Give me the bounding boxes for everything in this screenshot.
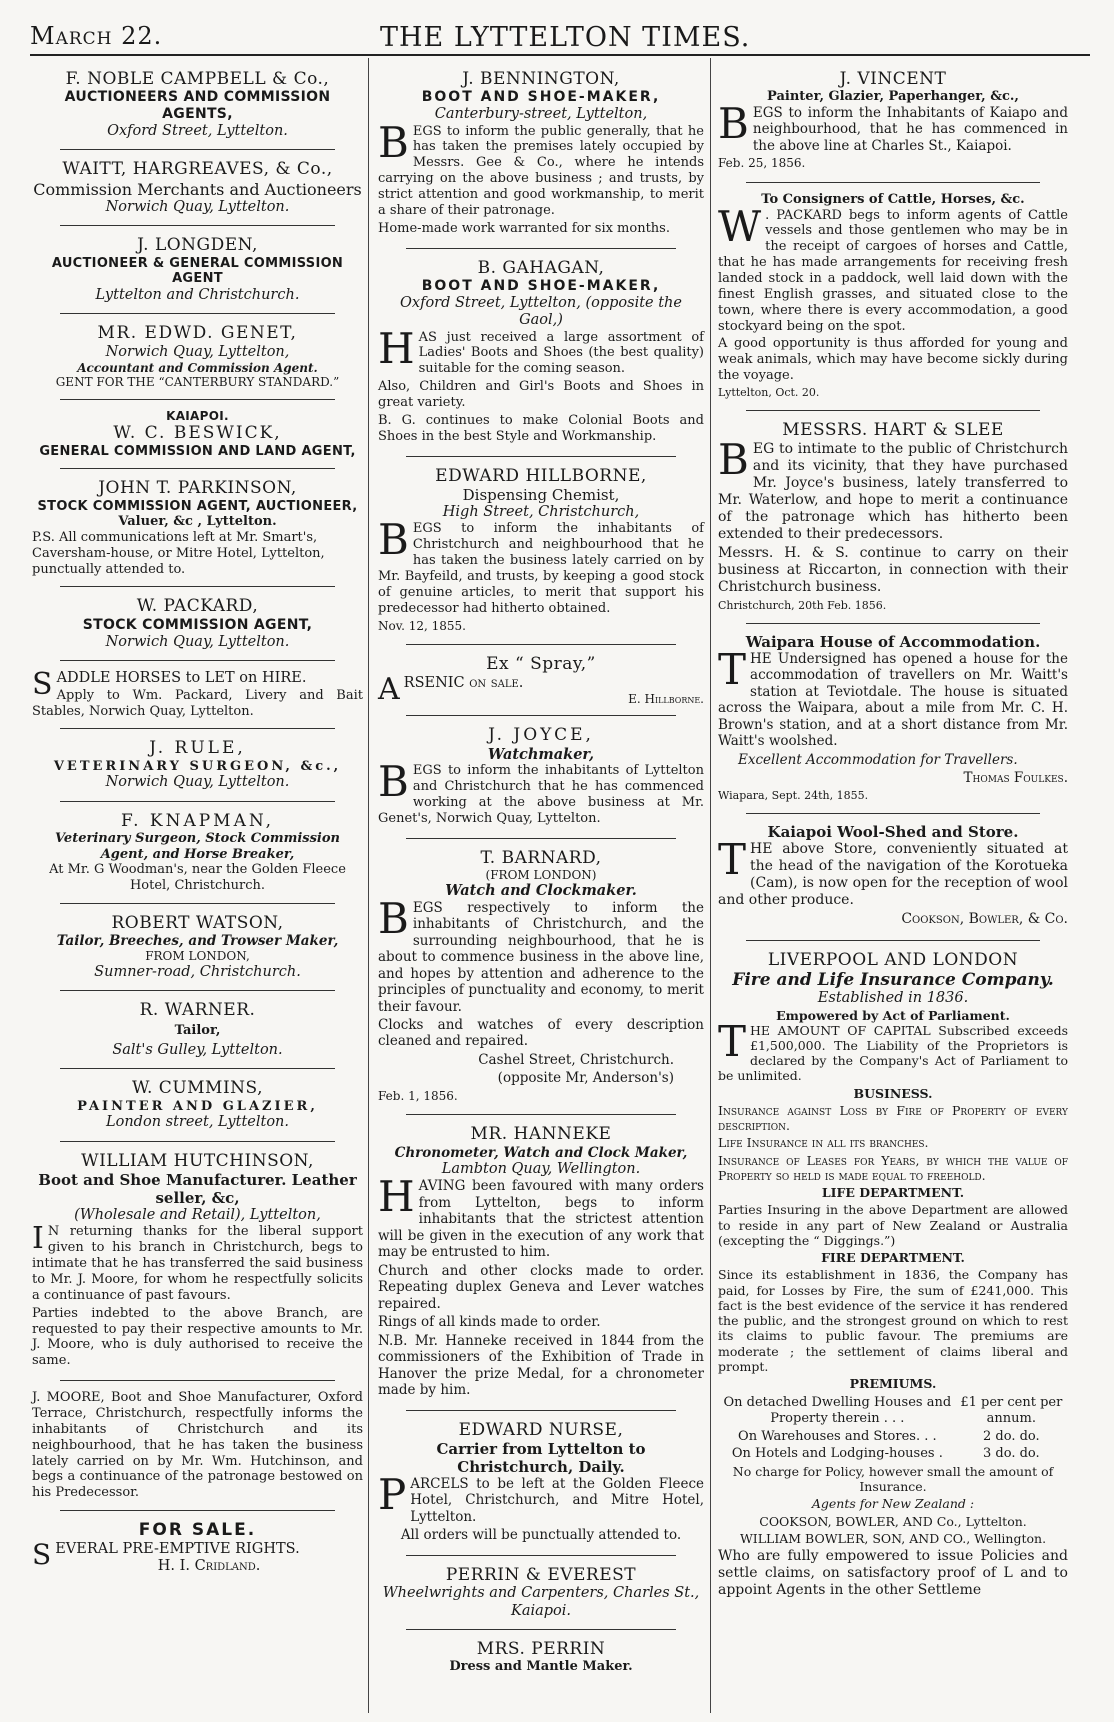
ad-note: GENT FOR THE “CANTERBURY STANDARD.” <box>55 375 340 390</box>
ad-name: F. KNAPMAN, <box>120 810 275 831</box>
ad-gahagan <box>376 253 706 452</box>
masthead-rule <box>30 54 1090 56</box>
ad-role: BOOT AND SHOE-MAKER, <box>421 277 661 294</box>
table-row <box>720 1429 1066 1445</box>
section-head: PREMIUMS. <box>849 1376 937 1392</box>
ad-body: EGS to inform the public generally, that he has taken the premises lately occupied by Messrs. Gee & Co., where he intends carrying on the above business ; and trusts, by strict attention and good workmanship, to merit a share of their patronage. <box>378 123 704 218</box>
ad-agent: WILLIAM BOWLER, SON, AND CO., Wellington. <box>739 1530 1047 1546</box>
premium-rate: 2 do. do. <box>983 1428 1040 1444</box>
ad-name: MRS. PERRIN <box>476 1638 606 1659</box>
divider <box>406 1629 676 1630</box>
ad-warner <box>30 995 365 1064</box>
ad-head: To Consigners of Cattle, Horses, &c. <box>761 192 1025 208</box>
ad-body: Rings of all kinds made to order. <box>378 1314 601 1331</box>
ad-signature: Thomas Foulkes. <box>963 770 1068 787</box>
ad-waitt <box>30 154 365 221</box>
ad-address: London street, Lyttelton. <box>105 1114 289 1131</box>
ad-genet <box>30 318 365 395</box>
ad-body: AS just received a large assortment of Ladies' Boots and Shoes (the best quality) suitable for the coming season. <box>418 329 704 377</box>
drop-cap: B <box>718 434 749 484</box>
ad-name: J. BENNINGTON, <box>462 69 620 89</box>
ad-body: N.B. Mr. Hanneke received in 1844 from the commissioners of the Exhibition of Trade in Hanover the prize Medal, for a chronometer made by him. <box>378 1332 704 1399</box>
ad-body: All orders will be punctually attended to. <box>400 1527 682 1544</box>
divider <box>60 468 335 469</box>
divider <box>746 410 1040 411</box>
ad-name: J. JOYCE, <box>488 725 594 746</box>
ad-address: Norwich Quay, Lyttelton. <box>105 198 290 215</box>
ad-date: Feb. 25, 1856. <box>718 156 806 171</box>
ad-arsenic <box>376 649 706 711</box>
ad-barnard <box>376 843 706 1111</box>
ad-body: EGS to inform the inhabitants of Lyttelton and Christchurch that he has commenced working at the above business at Mr. Genet's, Norwich Quay, Lyttelton. <box>378 763 704 826</box>
ad-bennington <box>376 64 706 244</box>
divider <box>60 313 335 314</box>
ad-agent: COOKSON, BOWLER, AND Co., Lyttelton. <box>759 1513 1027 1529</box>
divider <box>746 182 1040 183</box>
drop-cap: B <box>378 515 409 565</box>
ad-body: Parties indebted to the above Branch, are requested to pay their respective amounts to Mr. J. Moore, who is duly authorised to receive the same. <box>32 1305 363 1369</box>
divider <box>60 1380 335 1381</box>
ad-address: Salt's Gulley, Lyttelton. <box>112 1041 283 1058</box>
ad-signature: E. Hillborne. <box>628 691 704 706</box>
drop-cap: B <box>378 117 409 167</box>
divider <box>60 990 335 991</box>
ad-hart-slee <box>716 415 1070 619</box>
ad-name: T. BARNARD, <box>480 847 602 868</box>
ad-name: Kaiapoi Wool-Shed and Store. <box>767 823 1019 842</box>
ad-role: Veterinary Surgeon, Stock Commission Agent, and Horse Breaker, <box>55 831 340 862</box>
section-head: BUSINESS. <box>853 1085 933 1101</box>
column-divider <box>368 58 369 1713</box>
section-head: Agents for New Zealand : <box>811 1496 975 1512</box>
ad-body: Since its establishment in 1836, the Company has paid, for Losses by Fire, the sum of £241,000. This fact is the best evidence of the service it has rendered the public, and the strongest ground on which to rest its claims to public favour. The premiums are moderate ; the settlement of claims liberal and prompt. <box>718 1267 1068 1374</box>
ad-name: J. VINCENT <box>839 69 947 89</box>
ad-body: N returning thanks for the liberal support given to his branch in Christchurch, begs to intimate that he has transferred the said business to Mr. J. Moore, for whom he respectfully solicits a continuance of past favours. <box>32 1224 363 1303</box>
ad-address: Oxford Street, Lyttelton. <box>107 122 288 139</box>
divider <box>60 149 335 150</box>
divider <box>406 248 676 249</box>
ad-insurance <box>716 945 1070 1607</box>
ad-hutchinson <box>30 1146 365 1377</box>
ad-role: VETERINARY SURGEON, &c., <box>53 758 342 774</box>
ad-name: W. CUMMINS, <box>132 1078 263 1099</box>
column-divider <box>710 58 711 1713</box>
ad-name: LIVERPOOL AND LONDON <box>767 949 1019 970</box>
ad-joyce <box>376 720 706 833</box>
ad-body: Who are fully empowered to issue Policies and settle claims, on satisfactory proof of L and to appoint Agents in the other Settleme <box>718 1548 1068 1599</box>
section-head: FIRE DEPARTMENT. <box>821 1250 965 1266</box>
divider <box>746 813 1040 814</box>
premium-item: On Warehouses and Stores. . . <box>738 1428 937 1444</box>
ad-role: Dress and Mantle Maker. <box>449 1659 633 1675</box>
drop-cap: P <box>378 1469 407 1519</box>
issue-date: March 22. <box>30 22 163 50</box>
ad-role: STOCK COMMISSION AGENT, <box>82 616 313 633</box>
ad-saddle-horses <box>30 665 365 724</box>
ad-name: W. PACKARD, <box>136 596 259 617</box>
ad-role: Fire and Life Insurance Company. <box>732 969 1054 990</box>
ad-address: (opposite Mr, Anderson's) <box>497 1070 674 1087</box>
ad-body: Apply to Wm. Packard, Livery and Bait Stables, Norwich Quay, Lyttelton. <box>32 687 363 719</box>
divider <box>406 838 676 839</box>
ad-body: Also, Children and Girl's Boots and Shoes in great variety. <box>378 379 704 410</box>
ad-name: JOHN T. PARKINSON, <box>98 478 297 499</box>
ad-signature: H. I. Cridland. <box>157 1557 261 1574</box>
ad-sub: Valuer, &c , Lyttelton. <box>118 514 277 530</box>
ad-name: WAITT, HARGREAVES, & Co., <box>62 159 333 180</box>
ad-signature: Cookson, Bowler, & Co. <box>901 911 1068 928</box>
ad-address: High Street, Christchurch, <box>442 503 640 520</box>
ad-longden <box>30 230 365 309</box>
ad-address: Oxford Street, Lyttelton, (opposite the Gaol,) <box>400 294 682 329</box>
ad-role: Accountant and Commission Agent. <box>77 361 318 376</box>
divider <box>60 903 335 904</box>
ad-waipara <box>716 628 1070 809</box>
ad-role: AUCTIONEERS AND COMMISSION AGENTS, <box>64 89 331 123</box>
ad-parkinson <box>30 473 365 582</box>
ad-established: Established in 1836. <box>817 990 969 1007</box>
divider <box>406 644 676 645</box>
ad-body: Messrs. H. & S. continue to carry on their business at Riccarton, in connection with their Christchurch business. <box>718 545 1068 596</box>
drop-cap: S <box>32 666 53 702</box>
ad-woolshed <box>716 818 1070 935</box>
ad-hanneke <box>376 1119 706 1405</box>
drop-cap: T <box>718 644 747 694</box>
ad-name: J. LONGDEN, <box>137 235 258 256</box>
ad-for-sale <box>30 1515 365 1580</box>
ad-role: Dispensing Chemist, <box>462 485 620 504</box>
divider <box>406 715 676 716</box>
ad-body: No charge for Policy, however small the amount of Insurance. <box>732 1463 1054 1495</box>
ad-role: Painter, Glazier, Paperhanger, &c., <box>767 89 1019 105</box>
table-row <box>720 1446 1066 1462</box>
ad-vincent <box>716 64 1070 178</box>
premium-item: On detached Dwelling Houses and Property therein . . . <box>723 1395 952 1427</box>
ad-role: Watch and Clockmaker. <box>445 882 637 900</box>
ad-address: Cashel Street, Christchurch. <box>478 1051 674 1068</box>
ad-body: RSENIC on sale. <box>403 674 524 691</box>
ad-body: B. G. continues to make Colonial Boots and Shoes in the best Style and Workmanship. <box>378 412 704 444</box>
ad-body: Church and other clocks made to order. Repeating duplex Geneva and Lever watches repaired. <box>378 1262 704 1312</box>
ad-date: Nov. 12, 1855. <box>378 618 466 633</box>
ad-date: Wiapara, Sept. 24th, 1855. <box>718 788 869 802</box>
premium-rate: £1 per cent per annum. <box>960 1395 1063 1427</box>
ad-name: EDWARD HILLBORNE, <box>435 465 647 486</box>
drop-cap: B <box>378 893 409 943</box>
ad-note: Home-made work warranted for six months. <box>378 220 670 236</box>
ad-body: P.S. All communications left at Mr. Smart's, Caversham-house, or Mitre Hotel, Lyttelton, punctually attended to. <box>32 529 325 577</box>
table-row <box>720 1395 1066 1426</box>
ad-body: . PACKARD begs to inform agents of Cattle vessels and those gentlemen who may be in the receipt of cargoes of horses and Cattle, that he has made arrangements for receiving fresh landed stock in a paddock, well laid down with the finest English grasses, and situated close to the town, where there is every accommodation, a good stockyard being on the spot. <box>718 207 1068 334</box>
divider <box>60 586 335 587</box>
ad-act: Empowered by Act of Parliament. <box>776 1007 1010 1023</box>
ad-perrin-everest <box>376 1560 706 1625</box>
newspaper-title: THE LYTTELTON TIMES. <box>380 22 751 53</box>
ad-address: Norwich Quay, Lyttelton. <box>105 774 290 791</box>
section-head: LIFE DEPARTMENT. <box>821 1185 965 1201</box>
divider <box>406 456 676 457</box>
ad-title: FOR SALE. <box>138 1520 257 1541</box>
ad-role: GENERAL COMMISSION AND LAND AGENT, <box>39 443 356 459</box>
ad-hillborne <box>376 461 706 641</box>
drop-cap: I <box>32 1221 44 1257</box>
ad-name: ROBERT WATSON, <box>111 912 284 933</box>
divider <box>60 660 335 661</box>
ad-body: HE Undersigned has opened a house for the accommodation of travellers on Mr. Waitt's station at Teviotdale. The house is situated across the Waipara, about a mile from Mr. C. H. Brown's station, and at a short distance from Mr. Waitt's woolshed. <box>718 650 1068 750</box>
drop-cap: T <box>718 1016 747 1066</box>
ad-name: MR. HANNEKE <box>470 1124 612 1145</box>
ad-name: W. C. BESWICK, <box>113 423 282 444</box>
ad-name: J. RULE, <box>149 738 246 759</box>
divider <box>406 1114 676 1115</box>
column-1 <box>30 64 365 1714</box>
drop-cap: B <box>378 757 409 807</box>
ad-name: R. WARNER. <box>139 999 256 1020</box>
drop-cap: T <box>718 835 747 885</box>
ad-campbell <box>30 64 365 145</box>
ad-date: Feb. 1, 1856. <box>378 1088 458 1103</box>
column-2 <box>376 64 706 1714</box>
ad-head: ADDLE HORSES to LET on HIRE. <box>56 669 307 686</box>
ad-role: Boot and Shoe Manufacturer. Leather seller, &c, <box>38 1171 357 1208</box>
ad-consigners <box>716 187 1070 406</box>
ad-name: WILLIAM HUTCHINSON, <box>81 1150 314 1171</box>
drop-cap: W <box>718 201 762 251</box>
ad-address: (Wholesale and Retail), Lyttelton, <box>74 1207 321 1224</box>
ad-body: Life Insurance in all its branches. <box>718 1135 929 1151</box>
ad-knapman <box>30 806 365 899</box>
divider <box>406 1555 676 1556</box>
ad-address: Sumner-road, Christchurch. <box>94 963 301 980</box>
ad-name: Waipara House of Accommodation. <box>745 632 1041 651</box>
divider <box>746 623 1040 624</box>
ad-body: EGS respectively to inform the inhabitants of Christchurch, and the surrounding neighbourhood, that he is about to commence business in the above line, and hopes by attention and adherence to the principles of punctuality and economy, to merit their favour. <box>378 899 704 1015</box>
ad-role: Watchmaker, <box>487 745 595 763</box>
ad-role: AUCTIONEER & GENERAL COMMISSION AGENT <box>51 255 344 287</box>
ad-role: Tailor, Breeches, and Trowser Maker, <box>56 932 339 949</box>
drop-cap: H <box>378 1172 415 1222</box>
divider <box>746 940 1040 941</box>
drop-cap: H <box>378 323 415 373</box>
ad-address: Norwich Quay, Lyttelton. <box>105 633 290 650</box>
ad-address: Canterbury-street, Lyttelton, <box>434 106 648 123</box>
ad-moore: J. MOORE, Boot and Shoe Manufacturer, Oxford Terrace, Christchurch, respectfully informs the inhabitants of Christchurch and its neighbourhood, that he has taken the business lately carried on by Mr. Wm. Hutchinson, and begs a continuance of the patronage bestowed on his Predecessor. <box>32 1390 363 1501</box>
premium-rate: 3 do. do. <box>983 1446 1040 1462</box>
ad-role: STOCK COMMISSION AGENT, AUCTIONEER, <box>37 498 358 514</box>
ad-head: Ex “ Spray,” <box>486 654 596 675</box>
drop-cap: A <box>378 671 400 707</box>
ad-body: Clocks and watches of every description cleaned and repaired. <box>378 1016 704 1050</box>
ad-name: MESSRS. HART & SLEE <box>782 420 1004 441</box>
premiums-table <box>718 1393 1068 1463</box>
drop-cap: B <box>718 98 749 148</box>
ad-role: Carrier from Lyttelton to Christchurch, Daily. <box>436 1439 646 1476</box>
ad-name: B. GAHAGAN, <box>477 257 605 278</box>
ad-date: Christchurch, 20th Feb. 1856. <box>718 598 887 612</box>
ad-role: Wheelwrights and Carpenters, Charles St., Kaiapoi. <box>382 1585 700 1619</box>
ad-name: F. NOBLE CAMPBELL & Co., <box>65 69 330 89</box>
divider <box>60 1141 335 1142</box>
ad-body: AVING been favoured with many orders from Lyttelton, begs to inform inhabitants that the strictest attention will be given in the execution of any work that may be entrusted to him. <box>378 1178 704 1261</box>
ad-from: FROM LONDON, <box>145 949 250 964</box>
divider <box>60 801 335 802</box>
ad-name: PERRIN & EVEREST <box>445 1564 637 1585</box>
ad-date: Lyttelton, Oct. 20. <box>718 386 820 400</box>
premium-item: On Hotels and Lodging-houses . <box>731 1446 943 1462</box>
ad-body: EGS to inform the Inhabitants of Kaiapo and neighbourhood, that he has commenced in the above line at Charles St., Kaiapoi. <box>752 104 1068 154</box>
ad-address: At Mr. G Woodman's, near the Golden Fleece Hotel, Christchurch. <box>49 862 346 893</box>
ad-nurse <box>376 1415 706 1551</box>
ad-rule <box>30 733 365 796</box>
column-3 <box>716 64 1070 1714</box>
ad-beswick <box>30 404 365 464</box>
ad-role: Chronometer, Watch and Clock Maker, <box>394 1144 688 1161</box>
ad-watson <box>30 908 365 986</box>
ad-body: EGS to inform the inhabitants of Christchurch and neighbourhood that he has taken the business lately carried on by Mr. Bayfeild, and trusts, by keeping a good stock of genuine articles, to merit that support his predecessor had hitherto obtained. <box>378 521 704 616</box>
ad-body: ARCELS to be left at the Golden Fleece Hotel, Christchurch, and Mitre Hotel, Lyttelton. <box>410 1475 704 1525</box>
ad-mrs-perrin <box>376 1634 706 1680</box>
drop-cap: S <box>32 1537 52 1571</box>
ad-address: Norwich Quay, Lyttelton, <box>105 343 290 360</box>
ad-body: HE above Store, conveniently situated at the head of the navigation of the Korotueka (Cam), is now open for the reception of wool and other produce. <box>718 841 1068 909</box>
ad-body: HE AMOUNT OF CAPITAL Subscribed exceeds £1,500,000. The Liability of the Proprietors is declared by the Company's Act of Parliament to be unlimited. <box>718 1022 1068 1084</box>
divider <box>406 1410 676 1411</box>
divider <box>60 1068 335 1069</box>
ad-role: PAINTER AND GLAZIER, <box>77 1098 318 1114</box>
masthead <box>30 18 1090 58</box>
ad-address: Lyttelton and Christchurch. <box>95 286 300 303</box>
divider <box>60 225 335 226</box>
ad-role: Tailor, <box>174 1023 221 1039</box>
ad-note: Excellent Accommodation for Travellers. <box>738 751 1018 768</box>
ad-cummins <box>30 1073 365 1136</box>
ad-body: Insurance of Leases for Years, by which the value of Property so held is made equal to freehold. <box>718 1152 1068 1183</box>
divider <box>60 1510 335 1511</box>
ad-body: Insurance against Loss by Fire of Property of every description. <box>718 1102 1068 1134</box>
ad-name: EDWARD NURSE, <box>458 1419 624 1440</box>
ad-name: MR. EDWD. GENET, <box>97 323 298 344</box>
ad-head: EVERAL PRE-EMPTIVE RIGHTS. <box>55 1540 300 1557</box>
ad-address: Lambton Quay, Wellington. <box>441 1161 641 1178</box>
ad-place: KAIAPOI. <box>166 408 229 423</box>
ad-body: A good opportunity is thus afforded for young and weak animals, which may have become sickly during the voyage. <box>718 336 1068 384</box>
divider <box>60 728 335 729</box>
ad-body: Parties Insuring in the above Department are allowed to reside in any part of New Zealand or Australia (excepting the “ Diggings.”) <box>718 1202 1068 1248</box>
ad-role: BOOT AND SHOE-MAKER, <box>421 89 661 106</box>
ad-role: Commission Merchants and Auctioneers <box>33 179 362 199</box>
divider <box>60 399 335 400</box>
ad-from: (FROM LONDON) <box>485 867 597 882</box>
ad-packard <box>30 591 365 656</box>
ad-body: EG to intimate to the public of Christchurch and its vicinity, that they have purchased Mr. Joyce's business, lately transferred to Mr. Waterlow, and hope to merit a continuance of the patronage which has hitherto been extended to their predecessors. <box>718 440 1068 543</box>
